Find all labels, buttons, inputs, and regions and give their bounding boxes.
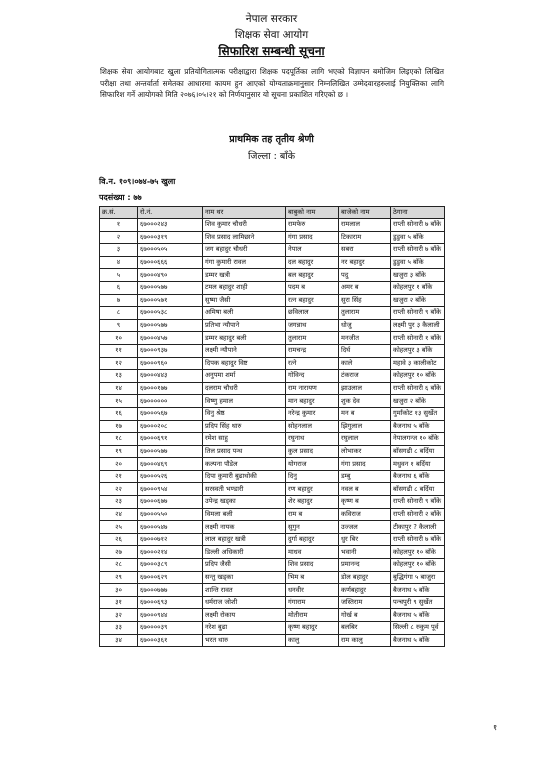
cell-father: शिव प्रसाद xyxy=(286,559,339,572)
cell-name: अनुपमा शर्मा xyxy=(203,370,286,383)
cell-grandfather: मनजीत xyxy=(339,332,391,345)
table-row xyxy=(100,319,445,332)
table-row xyxy=(100,609,445,622)
table-body xyxy=(100,219,445,647)
cell-roll: ६७०००९३७ xyxy=(138,344,203,357)
govt-name: नेपाल सरकार xyxy=(245,13,298,25)
cell-sn: २४ xyxy=(100,508,138,521)
cell-grandfather: लोभाकर xyxy=(339,445,391,458)
cell-father: दिनु xyxy=(286,470,339,483)
cell-grandfather: राम कालु xyxy=(339,634,391,647)
cell-grandfather: टंकराज xyxy=(339,370,391,383)
category-heading: प्राथमिक तह तृतीय श्रेणी xyxy=(229,134,314,145)
cell-grandfather: प्रमानन्द xyxy=(339,559,391,572)
cell-roll: ६७०००४६९ xyxy=(138,458,203,471)
advert-number: वि.न. १०९।०७४-७५ खुला xyxy=(99,177,176,186)
cell-grandfather: रघुलाल xyxy=(339,433,391,446)
cell-name: उपेन्द्र खड्का xyxy=(203,496,286,509)
table-row xyxy=(100,294,445,307)
cell-grandfather: डोल बहादुर xyxy=(339,571,391,584)
table-row xyxy=(100,559,445,572)
cell-roll: ६७०००५७७ xyxy=(138,281,203,294)
cell-name: विनु श्रेष्ठ xyxy=(203,407,286,420)
post-count: पदसंख्या : ७७ xyxy=(99,193,142,202)
cell-sn: २२ xyxy=(100,483,138,496)
cell-sn: ३४ xyxy=(100,634,138,647)
cell-address: राप्ती सोनारी ७ बाँके xyxy=(391,533,445,546)
cell-name: डिल्ली अधिकारी xyxy=(203,546,286,559)
cell-father: रामचन्द्र xyxy=(286,344,339,357)
cell-sn: ३२ xyxy=(100,609,138,622)
cell-name: शान्ति रावत xyxy=(203,584,286,597)
table-row xyxy=(100,433,445,446)
cell-father: कालु xyxy=(286,634,339,647)
cell-address: राप्ती सोनारी १ बाँके xyxy=(391,332,445,345)
cell-name: गंगा कुमारी रावल xyxy=(203,256,286,269)
table-row xyxy=(100,307,445,320)
cell-name: कल्पना पौडेल xyxy=(203,458,286,471)
cell-father: दुर्गा बहादुर xyxy=(286,533,339,546)
cell-father: गंगाराम xyxy=(286,596,339,609)
cell-father: नरेन्द्र कुमार xyxy=(286,407,339,420)
cell-grandfather: गोर्ख ब xyxy=(339,609,391,622)
table-row xyxy=(100,395,445,408)
cell-name: रमेश साहु xyxy=(203,433,286,446)
cell-name: डम्मर खत्री xyxy=(203,269,286,282)
cell-roll: ६७०००६९१ xyxy=(138,433,203,446)
cell-sn: ३० xyxy=(100,584,138,597)
cell-roll: ६७०००४४३ xyxy=(138,370,203,383)
cell-name: सुष्मा जैसी xyxy=(203,294,286,307)
cell-name: तिल प्रसाद पन्थ xyxy=(203,445,286,458)
cell-grandfather: काले xyxy=(339,357,391,370)
cell-roll: ६७०००००० xyxy=(138,395,203,408)
cell-roll: ६७०००५७७ xyxy=(138,445,203,458)
cell-roll: ६७०००४९० xyxy=(138,269,203,282)
cell-name: टमल बहादुर शाही xyxy=(203,281,286,294)
cell-roll: ६७०००४५७ xyxy=(138,332,203,345)
cell-address: बाँसगढी ८ बर्दिया xyxy=(391,483,445,496)
table-row xyxy=(100,219,445,232)
cell-address: सिल्ली ८ रुकुम पूर्व xyxy=(391,622,445,635)
cell-address: राप्ती सोनारी ६ बाँके xyxy=(391,382,445,395)
table-row xyxy=(100,571,445,584)
cell-grandfather: सबरा xyxy=(339,244,391,257)
cell-father: भिम ब xyxy=(286,571,339,584)
cell-address: बैजनाथ ५ बाँके xyxy=(391,634,445,647)
cell-father: मोतीराम xyxy=(286,609,339,622)
cell-roll: ६७०००५०५ xyxy=(138,244,203,257)
cell-father: राम ब xyxy=(286,508,339,521)
cell-sn: २३ xyxy=(100,496,138,509)
cell-father: छविलाल xyxy=(286,307,339,320)
cell-father: सोहनलाल xyxy=(286,420,339,433)
cell-grandfather: तुलाराम xyxy=(339,307,391,320)
cell-address: गुर्मांकोट १३ सुर्खेत xyxy=(391,407,445,420)
cell-roll: ६७०००५३८ xyxy=(138,307,203,320)
col-header-roll: रो.नं. xyxy=(138,207,203,219)
cell-sn: ६ xyxy=(100,281,138,294)
cell-sn: ८ xyxy=(100,307,138,320)
cell-name: शिव कुमार चौधरी xyxy=(203,219,286,232)
cell-father: रत्ने xyxy=(286,357,339,370)
cell-address: मधुवन १ बर्दिया xyxy=(391,458,445,471)
table-row xyxy=(100,420,445,433)
table-row xyxy=(100,458,445,471)
cell-roll: ६७००००३९ xyxy=(138,622,203,635)
cell-sn: १८ xyxy=(100,433,138,446)
col-header-sn: क्र.सं. xyxy=(100,207,138,219)
cell-roll: ६७०००९५४ xyxy=(138,483,203,496)
cell-father: रामफेरु xyxy=(286,219,339,232)
cell-roll: ६७०००६७७ xyxy=(138,496,203,509)
cell-name: सरस्वती भण्डारी xyxy=(203,483,286,496)
cell-name: लक्ष्मी नायक xyxy=(203,521,286,534)
table-row xyxy=(100,281,445,294)
cell-address: महावे ३ कालीकोट xyxy=(391,357,445,370)
commission-name: शिक्षक सेवा आयोग xyxy=(234,29,309,41)
cell-name: दलराम चौधरी xyxy=(203,382,286,395)
cell-roll: ६७०००७१२ xyxy=(138,533,203,546)
cell-address: टीकापुर ? कैलाली xyxy=(391,521,445,534)
cell-sn: १२ xyxy=(100,357,138,370)
cell-sn: १९ xyxy=(100,445,138,458)
cell-father: रघुनाथ xyxy=(286,433,339,446)
cell-roll: ६७०००३१९ xyxy=(138,231,203,244)
cell-father: नेपाल xyxy=(286,244,339,257)
cell-grandfather: टिकाराम xyxy=(339,231,391,244)
cell-father: कुल प्रसाद xyxy=(286,445,339,458)
cell-roll: ६७०००३८९ xyxy=(138,559,203,572)
cell-name: लक्ष्मी रोकाय xyxy=(203,609,286,622)
cell-sn: ४ xyxy=(100,256,138,269)
cell-grandfather: कृष्ण ब xyxy=(339,496,391,509)
cell-father: गोविन्द xyxy=(286,370,339,383)
page-number: १ xyxy=(493,723,498,732)
cell-name: शिव प्रसाद लामिछाने xyxy=(203,231,286,244)
table-row xyxy=(100,533,445,546)
cell-sn: १० xyxy=(100,332,138,345)
cell-grandfather: नवल ब xyxy=(339,483,391,496)
cell-roll: ६७०००१७७ xyxy=(138,382,203,395)
cell-address: खजुरा २ बाँके xyxy=(391,395,445,408)
cell-sn: ११ xyxy=(100,344,138,357)
cell-sn: २८ xyxy=(100,559,138,572)
col-header-address: ठेगाना xyxy=(391,207,445,219)
cell-address: बैजनाथ ५ बाँके xyxy=(391,609,445,622)
cell-roll: ६७०००६६६ xyxy=(138,256,203,269)
col-header-name: नाम थर xyxy=(203,207,286,219)
cell-roll: ६७०००५२६ xyxy=(138,470,203,483)
cell-grandfather: नर बहादुर xyxy=(339,256,391,269)
cell-roll: ६७०००२१४ xyxy=(138,546,203,559)
cell-roll: ६७०००६२९ xyxy=(138,571,203,584)
cell-father: दल बहादुर xyxy=(286,256,339,269)
cell-sn: ३३ xyxy=(100,622,138,635)
cell-address: राप्ती सोनारी ७ बाँके xyxy=(391,219,445,232)
cell-sn: १५ xyxy=(100,395,138,408)
cell-name: लाल बहादुर खत्री xyxy=(203,533,286,546)
cell-grandfather: रामलाल xyxy=(339,219,391,232)
table-row xyxy=(100,483,445,496)
cell-name: दिपा कुमारी बुढाथोकी xyxy=(203,470,286,483)
table-row xyxy=(100,508,445,521)
cell-name: डम्मर बहादुर बली xyxy=(203,332,286,345)
cell-address: कोहलपुर ३ बाँके xyxy=(391,344,445,357)
cell-sn: ३ xyxy=(100,244,138,257)
cell-father: रत्न बहादुर xyxy=(286,294,339,307)
cell-sn: १७ xyxy=(100,420,138,433)
table-row xyxy=(100,622,445,635)
cell-address: डुडुवा ५ बाँके xyxy=(391,231,445,244)
table-row xyxy=(100,269,445,282)
cell-address: कोहलपुर १० बाँके xyxy=(391,546,445,559)
cell-address: पन्चपुरी ९ सुर्खेत xyxy=(391,596,445,609)
cell-father: तुलाराम xyxy=(286,332,339,345)
cell-name: प्रतिभा न्यौपाने xyxy=(203,319,286,332)
table-row xyxy=(100,546,445,559)
cell-father: योगराज xyxy=(286,458,339,471)
cell-name: प्रदिप जैसी xyxy=(203,559,286,572)
cell-grandfather: सुरा सिंह xyxy=(339,294,391,307)
notice-title: सिफारिश सम्बन्धी सूचना xyxy=(218,44,325,58)
cell-grandfather: जस्तिराम xyxy=(339,596,391,609)
col-header-father: बाबुको नाम xyxy=(286,207,339,219)
cell-address: राप्ती सोनारी ९ बाँके xyxy=(391,496,445,509)
cell-sn: २१ xyxy=(100,470,138,483)
table-row xyxy=(100,634,445,647)
district-heading: जिल्ला : बाँके xyxy=(247,151,296,162)
table-row xyxy=(100,470,445,483)
cell-sn: ७ xyxy=(100,294,138,307)
table-row xyxy=(100,521,445,534)
cell-address: बाँसगढी ८ बर्दिया xyxy=(391,445,445,458)
cell-sn: २० xyxy=(100,458,138,471)
cell-address: नेपालगन्ज १० बाँके xyxy=(391,433,445,446)
cell-address: राप्ती सोनारी ७ बाँके xyxy=(391,244,445,257)
cell-sn: १४ xyxy=(100,382,138,395)
cell-roll: ६७०००९४४ xyxy=(138,609,203,622)
cell-grandfather: भवानी xyxy=(339,546,391,559)
cell-name: विमला बली xyxy=(203,508,286,521)
cell-sn: २ xyxy=(100,231,138,244)
table-row xyxy=(100,344,445,357)
cell-sn: २५ xyxy=(100,521,138,534)
cell-roll: ६७०००५७७ xyxy=(138,319,203,332)
cell-grandfather: मन ब xyxy=(339,407,391,420)
cell-address: लक्ष्मी पुर ३ कैलाली xyxy=(391,319,445,332)
cell-roll: ६७०००५४७ xyxy=(138,521,203,534)
cell-grandfather: उज्जल xyxy=(339,521,391,534)
table-row xyxy=(100,244,445,257)
cell-address: डुडुवा ५ बाँके xyxy=(391,256,445,269)
cell-roll: ६७०००५७१ xyxy=(138,294,203,307)
cell-father: कृष्ण बहादुर xyxy=(286,622,339,635)
cell-roll: ६७०००२०८ xyxy=(138,420,203,433)
cell-address: कोहलपुर १ बाँके xyxy=(391,281,445,294)
col-header-grandfather: बाजेको नाम xyxy=(339,207,391,219)
cell-father: पदम ब xyxy=(286,281,339,294)
table-row xyxy=(100,231,445,244)
cell-father: रण बहादुर xyxy=(286,483,339,496)
cell-sn: १३ xyxy=(100,370,138,383)
cell-name: दिपक बहादुर विष्ट xyxy=(203,357,286,370)
cell-name: प्रदिप सिंह थारु xyxy=(203,420,286,433)
table-row xyxy=(100,407,445,420)
table-row xyxy=(100,445,445,458)
cell-grandfather: शुक देव xyxy=(339,395,391,408)
cell-address: खजुरा २ बाँके xyxy=(391,294,445,307)
cell-father: गंगा प्रसाद xyxy=(286,231,339,244)
cell-roll: ६७०००७७७ xyxy=(138,584,203,597)
cell-father: बल बहादुर xyxy=(286,269,339,282)
cell-sn: १६ xyxy=(100,407,138,420)
recommendation-table xyxy=(99,206,445,647)
cell-name: नरेश बुढा xyxy=(203,622,286,635)
cell-roll: ६७०००३६१ xyxy=(138,634,203,647)
cell-grandfather: दिर्घ xyxy=(339,344,391,357)
cell-name: अमिषा बली xyxy=(203,307,286,320)
table-row xyxy=(100,332,445,345)
cell-sn: ३१ xyxy=(100,596,138,609)
cell-father: धनवीर xyxy=(286,584,339,597)
cell-roll: ६७०००६९३ xyxy=(138,596,203,609)
cell-father: शेर बहादुर xyxy=(286,496,339,509)
cell-grandfather: कर्णबहादुर xyxy=(339,584,391,597)
table-row xyxy=(100,496,445,509)
cell-sn: १ xyxy=(100,219,138,232)
cell-grandfather: झिगुलाल xyxy=(339,420,391,433)
cell-sn: २६ xyxy=(100,533,138,546)
cell-name: लक्ष्मी न्यौपाने xyxy=(203,344,286,357)
cell-grandfather: गंगा प्रसाद xyxy=(339,458,391,471)
cell-address: राप्ती सोनारी २ बाँके xyxy=(391,508,445,521)
cell-address: खजुरा ३ बाँके xyxy=(391,269,445,282)
cell-father: माधव xyxy=(286,546,339,559)
cell-address: बैजनाथ ५ बाँके xyxy=(391,420,445,433)
cell-grandfather: अमर ब xyxy=(339,281,391,294)
cell-father: राम नारायण xyxy=(286,382,339,395)
cell-name: भरत थारु xyxy=(203,634,286,647)
table-header-row xyxy=(100,207,445,219)
cell-grandfather: धोजु xyxy=(339,319,391,332)
cell-address: बैजनाथ ५ बाँके xyxy=(391,584,445,597)
cell-roll: ६७०००९६० xyxy=(138,357,203,370)
table-row xyxy=(100,596,445,609)
cell-grandfather: धुर बिर xyxy=(339,533,391,546)
cell-name: विष्णु हमाल xyxy=(203,395,286,408)
cell-roll: ६७०००५५० xyxy=(138,508,203,521)
cell-sn: २७ xyxy=(100,546,138,559)
cell-grandfather: झाउलाल xyxy=(339,382,391,395)
cell-address: कोहलपुर १० बाँके xyxy=(391,370,445,383)
cell-address: बुद्धिगंगा ५ बाजुरा xyxy=(391,571,445,584)
table-row xyxy=(100,382,445,395)
cell-father: जगन्नाथ xyxy=(286,319,339,332)
cell-name: धर्मराज जोशी xyxy=(203,596,286,609)
cell-roll: ६७०००५६७ xyxy=(138,407,203,420)
intro-paragraph: शिक्षक सेवा आयोगबाट खुला प्रतियोगितात्मक परीक्षाद्वारा शिक्षक पदपूर्तिका लागि भएको विज्ञापन बमोजिम लिइएको लिखित परीक्षा तथा अन्तर्वार्ता समेतका आधारमा कायम हुन आएको योग्यताक्रमानुसार निम्नलिखित उम्मेदवारहरुलाई नियुक्तिका लागि सिफारिश गर्ने आयोगको मिति २०७६।०५।२१ को निर्णयानुसार यो सूचना प्रकाशित गरिएको छ । xyxy=(100,67,444,100)
cell-sn: २९ xyxy=(100,571,138,584)
cell-grandfather: डम्बु xyxy=(339,470,391,483)
table-row xyxy=(100,256,445,269)
cell-sn: ५ xyxy=(100,269,138,282)
cell-grandfather: पदु xyxy=(339,269,391,282)
cell-address: राप्ती सोनारी ९ बाँके xyxy=(391,307,445,320)
cell-father: मान बहादुर xyxy=(286,395,339,408)
cell-grandfather: बलबिर xyxy=(339,622,391,635)
cell-grandfather: कविराज xyxy=(339,508,391,521)
cell-roll: ६७०००२४३ xyxy=(138,219,203,232)
cell-sn: ९ xyxy=(100,319,138,332)
table-row xyxy=(100,370,445,383)
cell-name: जग बहादुर चौधरी xyxy=(203,244,286,257)
table-row xyxy=(100,584,445,597)
cell-name: सन्तु खड्का xyxy=(203,571,286,584)
cell-father: सुगुन xyxy=(286,521,339,534)
table-row xyxy=(100,357,445,370)
cell-address: बैजनाथ ६ बाँके xyxy=(391,470,445,483)
cell-address: कोहलपुर १० बाँके xyxy=(391,559,445,572)
